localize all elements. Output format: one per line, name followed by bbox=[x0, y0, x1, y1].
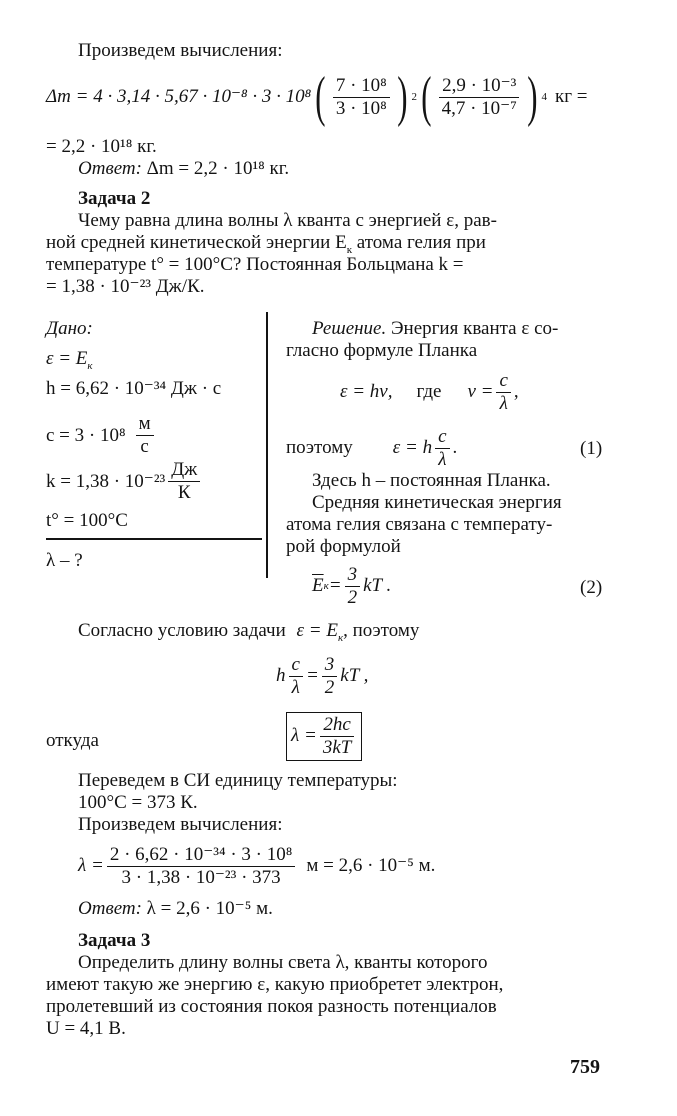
equation-number-1: (1) bbox=[580, 438, 603, 459]
eq3-num2: 3 bbox=[322, 655, 338, 677]
solution-5: атома гелия связана с температу- bbox=[286, 514, 553, 535]
equation-number-2: (2) bbox=[580, 577, 603, 598]
ek-equation: $\overline{E}$ к = $\frac{3}{2}$ kT . bbox=[312, 563, 392, 608]
calc-intro-1: Произведем вычисления: bbox=[78, 40, 283, 61]
column-divider bbox=[266, 312, 268, 578]
eq1-fraction-2 bbox=[439, 76, 520, 119]
eq3-h: h bbox=[276, 665, 286, 686]
calc-num: 2 · 6,62 · 10⁻³⁴ · 3 · 10⁸ bbox=[107, 845, 296, 867]
result-num: 2hc bbox=[320, 715, 353, 737]
calc-den: 3 · 1,38 · 10⁻²³ · 373 bbox=[121, 866, 281, 888]
given-4-den: К bbox=[177, 482, 191, 503]
eq1-lhs: Δm = 4 · 3,14 · 5,67 · 10⁻⁸ · 3 · 10⁸ bbox=[46, 86, 312, 107]
answer-2-label: Ответ: bbox=[78, 898, 142, 919]
answer-1-value: Δm = 2,2 · 10¹⁸ кг. bbox=[146, 158, 290, 179]
task-2-line-2-a: ной средней кинетической энергии E bbox=[46, 232, 347, 253]
solution-4: Средняя кинетическая энергия bbox=[312, 492, 562, 513]
eq3-den: λ bbox=[291, 676, 300, 698]
eps-den: λ bbox=[438, 448, 447, 470]
paren-close-icon: ) bbox=[527, 66, 538, 128]
answer-1-label: Ответ: bbox=[78, 158, 142, 179]
given-4-num: Дж bbox=[168, 460, 200, 482]
eq3-fraction-2 bbox=[322, 655, 338, 698]
planck-equation: ε = hν, где ν = $\frac{c}{\lambda}$ , bbox=[340, 369, 519, 414]
paren-open-icon: ( bbox=[315, 66, 326, 128]
solution-6: рой формулой bbox=[286, 536, 401, 557]
given-1 bbox=[46, 348, 93, 370]
ek-den: 2 bbox=[347, 586, 358, 608]
equation-3 bbox=[276, 652, 368, 700]
task-3-line-4: U = 4,1 В. bbox=[46, 1018, 126, 1039]
task-2-line-3: температуре t° = 100°C? Постоянная Больцмана k = bbox=[46, 254, 464, 275]
given-3-den: с bbox=[140, 436, 149, 457]
given-1-text: ε = E bbox=[46, 348, 88, 369]
answer-2-value: λ = 2,6 · 10⁻⁵ м. bbox=[146, 898, 273, 919]
eq3-num: c bbox=[289, 655, 303, 677]
given-2: h = 6,62 · 10⁻³⁴ Дж · с bbox=[46, 378, 222, 399]
result-den: 3kT bbox=[322, 736, 352, 758]
condition-eq: ε = E bbox=[296, 620, 338, 641]
result-formula-box bbox=[286, 710, 362, 762]
eps-equation: поэтому ε = h $\frac{c}{\lambda}$ . bbox=[286, 425, 458, 470]
eq1-unit: кг = bbox=[555, 86, 588, 107]
answer-2 bbox=[78, 898, 273, 920]
nu-den: λ bbox=[499, 392, 508, 414]
eq1-result: = 2,2 · 10¹⁸ кг. bbox=[46, 136, 157, 157]
given-3 bbox=[46, 414, 157, 457]
result-lhs: λ = bbox=[291, 725, 317, 746]
page-number: 759 bbox=[570, 1056, 600, 1078]
given-3-text: c = 3 · 10⁸ bbox=[46, 424, 126, 446]
given-5: t° = 100°C bbox=[46, 510, 128, 531]
eq3-eq: = bbox=[305, 665, 319, 686]
nu-fraction bbox=[496, 371, 510, 414]
eq3-fraction-1 bbox=[289, 655, 303, 698]
paren-open-icon: ( bbox=[421, 66, 432, 128]
calc-equation bbox=[78, 840, 435, 892]
eq1-fraction-1 bbox=[333, 76, 390, 119]
given-4-fraction bbox=[168, 460, 200, 503]
eq3-rhs: kT , bbox=[340, 665, 369, 686]
ek-rhs: kT . bbox=[363, 575, 392, 596]
planck-eq: ε = hν, bbox=[340, 381, 393, 402]
calc-rhs: м = 2,6 · 10⁻⁵ м. bbox=[306, 855, 436, 876]
task-2-line-2-sub: к bbox=[346, 243, 353, 256]
given-3-num: м bbox=[136, 414, 154, 436]
ek-lhs: $\overline{E}$ bbox=[312, 575, 324, 596]
eq1-f1-num: 7 · 10⁸ bbox=[333, 76, 390, 98]
answer-1 bbox=[78, 158, 289, 180]
task-2-line-4: = 1,38 · 10⁻²³ Дж/К. bbox=[46, 276, 205, 297]
nu-num: c bbox=[496, 371, 510, 393]
task-2-line-2-c: атома гелия при bbox=[352, 232, 486, 253]
condition-text: Согласно условию задачи bbox=[78, 620, 286, 641]
task-3-line-1: Определить длину волны света λ, кванты которого bbox=[78, 952, 488, 973]
given-4 bbox=[46, 460, 203, 503]
eq1-f1-den: 3 · 10⁸ bbox=[335, 97, 387, 119]
task-2-title: Задача 2 bbox=[78, 188, 151, 209]
task-2-line-2 bbox=[46, 232, 486, 254]
si-line-2: 100°C = 373 К. bbox=[78, 792, 198, 813]
ek-num: 3 bbox=[345, 565, 361, 587]
given-4-text: k = 1,38 · 10⁻²³ bbox=[46, 470, 166, 492]
task-3-line-3: пролетевший из состояния покоя разность потенциалов bbox=[46, 996, 497, 1017]
solution-3: Здесь h – постоянная Планка. bbox=[312, 470, 551, 491]
calc-intro-2: Произведем вычисления: bbox=[78, 814, 283, 835]
eq1-f2-den: 4,7 · 10⁻⁷ bbox=[441, 97, 517, 119]
eq3-den2: 2 bbox=[324, 676, 335, 698]
eps-lhs: ε = h bbox=[392, 437, 433, 458]
condition-line bbox=[78, 620, 419, 642]
given-3-fraction bbox=[136, 414, 154, 457]
calc-lhs: λ = bbox=[78, 855, 104, 876]
nu-lhs: ν = bbox=[467, 381, 494, 402]
given-1-sub: к bbox=[87, 359, 93, 372]
solution-1: Энергия кванта ε со- bbox=[386, 318, 559, 339]
given-separator bbox=[46, 538, 262, 540]
si-line-1: Переведем в СИ единицу температуры: bbox=[78, 770, 398, 791]
eps-num: c bbox=[435, 427, 449, 449]
eq1-f2-num: 2,9 · 10⁻³ bbox=[439, 76, 519, 98]
eps-fraction bbox=[435, 427, 449, 470]
condition-tail: , поэтому bbox=[343, 620, 420, 641]
find: λ – ? bbox=[46, 550, 83, 571]
solution-line-2: гласно формуле Планка bbox=[286, 340, 478, 361]
task-3-title: Задача 3 bbox=[78, 930, 151, 951]
solution-label: Решение. bbox=[312, 318, 387, 339]
boxed-result bbox=[286, 712, 362, 761]
task-3-line-2: имеют такую же энергию ε, какую приобретет электрон, bbox=[46, 974, 504, 995]
ek-eq: = bbox=[328, 575, 342, 596]
equation-delta-m: Δm = 4 · 3,14 · 5,67 · 10⁻⁸ · 3 · 10⁸ ( $\frac{\text{7 · 10⁸}}{\text{3 · 10⁸}}$ ) 2 ( $\frac{\text{2,9 · 10⁻³}}{\text{4,7 · 10⁻⁷}}$ ) 4 кг = bbox=[46, 66, 588, 128]
given-label: Дано: bbox=[46, 318, 93, 339]
therefore: поэтому bbox=[286, 437, 353, 458]
task-2-line-1: Чему равна длина волны λ кванта с энергией ε, рав- bbox=[78, 210, 497, 231]
solution-line-1 bbox=[312, 318, 558, 340]
ek-fraction bbox=[345, 565, 361, 608]
calc-fraction bbox=[107, 845, 296, 888]
planck-where: где bbox=[416, 381, 442, 402]
condition-sub: к bbox=[337, 631, 344, 644]
paren-close-icon: ) bbox=[396, 66, 408, 128]
whence: откуда bbox=[46, 730, 99, 751]
result-fraction bbox=[320, 715, 355, 758]
